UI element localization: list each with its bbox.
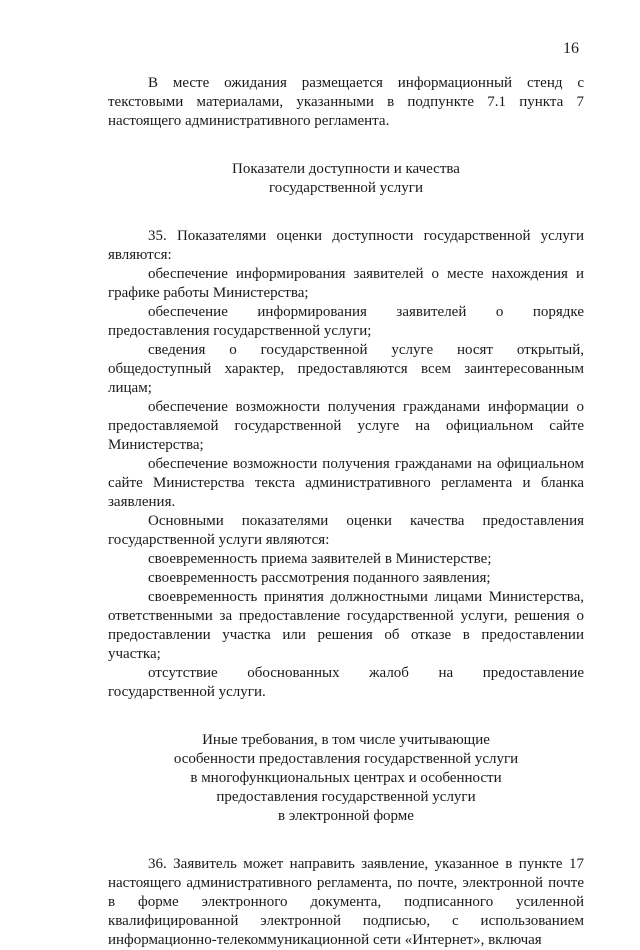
quality-item: своевременность принятия должностными лицами Министерства, ответственными за предоставление государственной услуги, решения о предоставлении участка или решения об отказе в предоставлении участка; — [108, 589, 584, 662]
clause-36-paragraph: 36. Заявитель может направить заявление, указанное в пункте 17 настоящего административного регламента, по почте, электронной почте в форме электронного документа, подписанного усиленной квалифицированной электронной подписью, с использованием информационно-телекоммуникационной сети «Интернет», включая — [108, 856, 584, 948]
heading-other-requirements-line-3: в многофункциональных центрах и особенности — [190, 770, 502, 786]
intro-paragraph: В месте ожидания размещается информационный стенд с текстовыми материалами, указанными в подпункте 7.1 пункта 7 настоящего административного регламента. — [108, 75, 584, 129]
quality-item: отсутствие обоснованных жалоб на предоставление государственной услуги. — [108, 665, 584, 700]
page-content — [108, 74, 584, 950]
heading-other-requirements-line-2: особенности предоставления государственной услуги — [173, 751, 519, 767]
clause-35-item: обеспечение возможности получения гражданами информации о предоставляемой государственной услуге на официальном сайте Министерства; — [108, 399, 584, 453]
clause-35-item: обеспечение возможности получения гражданами на официальном сайте Министерства текста административного регламента и бланка заявления. — [108, 456, 584, 510]
page-number: 16 — [563, 40, 579, 57]
heading-accessibility-line-2: государственной услуги — [269, 180, 423, 196]
heading-accessibility-line-1: Показатели доступности и качества — [232, 161, 460, 177]
clause-35-item: обеспечение информирования заявителей о порядке предоставления государственной услуги; — [108, 304, 584, 339]
heading-other-requirements-line-5: в электронной форме — [278, 808, 414, 824]
quality-item: своевременность приема заявителей в Министерстве; — [148, 551, 492, 567]
clause-35-item: обеспечение информирования заявителей о месте нахождения и графике работы Министерства; — [108, 266, 584, 301]
quality-item: своевременность рассмотрения поданного заявления; — [148, 570, 491, 586]
heading-other-requirements-line-4: предоставления государственной услуги — [216, 789, 476, 805]
quality-lead: Основными показателями оценки качества предоставления государственной услуги являются: — [108, 513, 584, 548]
clause-35-lead: 35. Показателями оценки доступности государственной услуги являются: — [108, 228, 584, 263]
clause-35-item: сведения о государственной услуге носят открытый, общедоступный характер, предоставляются всем заинтересованным лицам; — [108, 342, 584, 396]
heading-other-requirements-line-1: Иные требования, в том числе учитывающие — [202, 732, 490, 748]
